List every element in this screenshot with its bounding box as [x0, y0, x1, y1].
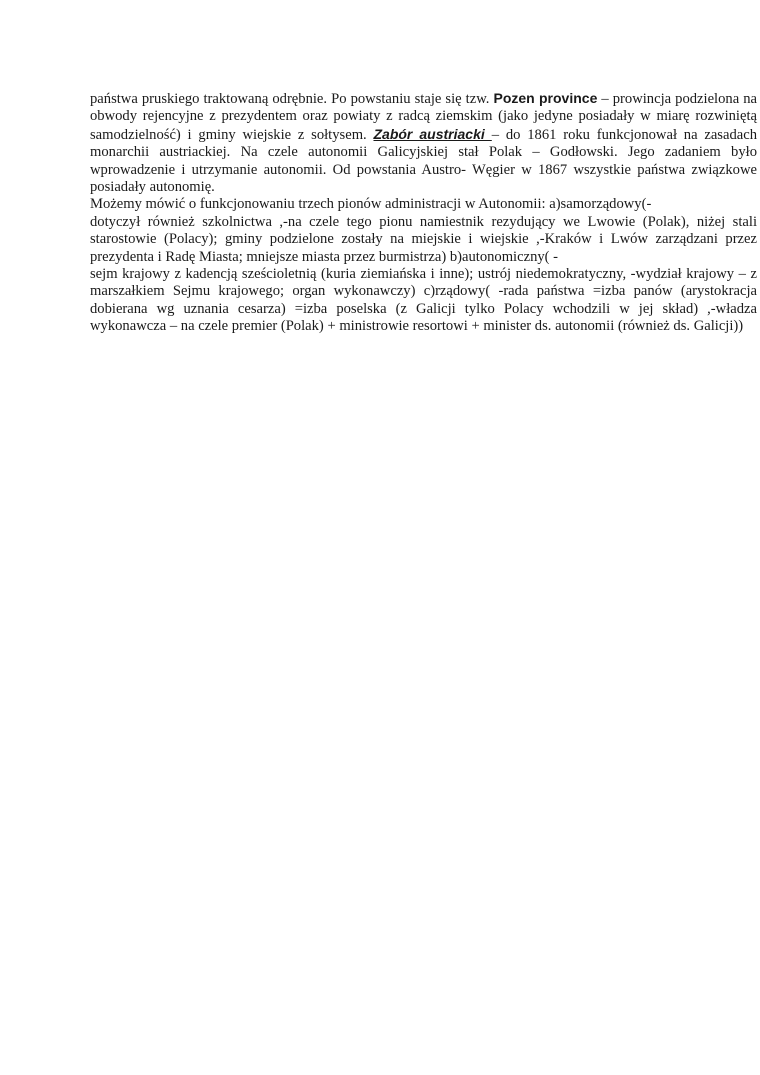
paragraph-three-branches: Możemy mówić o funkcjonowaniu trzech pionów administracji w Autonomii: a)samorządowy(-	[90, 196, 652, 213]
text-segment: – prowincja podzielona na obwody rejencyjne z prezydentem oraz powiaty z radcą ziemskim (jako jedyne posiadały w miarę rozwiniętą samodzielność) i gminy wiejskie z sołtysem.	[90, 91, 758, 143]
term-zabor-austriacki: Zabór austriacki	[373, 125, 492, 142]
text-segment: – do 1861 roku funkcjonował na zasadach monarchii austriackiej. Na czele autonomii Galicyjskiej stał Polak – Godłowski. Jego zadaniem było wprowadzenie i utrzymanie autonomii. Od powstania Austro- Węgier w 1867 wszystkie państwa związkowe posiadały autonomię.	[90, 126, 757, 196]
text-segment: państwa pruskiego traktowaną odrębnie. Po powstaniu staje się tzw.	[90, 91, 494, 107]
term-pozen-province: Pozen province	[493, 90, 598, 106]
paragraph-self-government: dotyczył również szkolnictwa ,-na czele tego pionu namiestnik rezydujący we Lwowie (Polak), niżej stali starostowie (Polacy); gminy podzielone zostały na miejskie i wiejskie ,-Kraków i Lwów zarządzani przez prezydenta i Radę Miasta; mniejsze miasta przez burmistrza) b)autonomiczny( -	[90, 213, 757, 265]
paragraph-autonomous-government: sejm krajowy z kadencją sześcioletnią (kuria ziemiańska i inne); ustrój niedemokratyczny, -wydział krajowy – z marszałkiem Sejmu krajowego; organ wykonawczy) c)rządowy( -rada państwa =izba panów (arystokracja dobierana wg uznania cesarza) =izba poselska (z Galicji tylko Polacy wchodzili w jej skład) ,-władza wykonawcza – na czele premier (Polak) + ministrowie resortowi + minister ds. autonomii (również ds. Galicji))	[90, 266, 757, 335]
paragraph-prussian-austrian-partition	[90, 90, 757, 196]
document-text	[90, 90, 757, 336]
